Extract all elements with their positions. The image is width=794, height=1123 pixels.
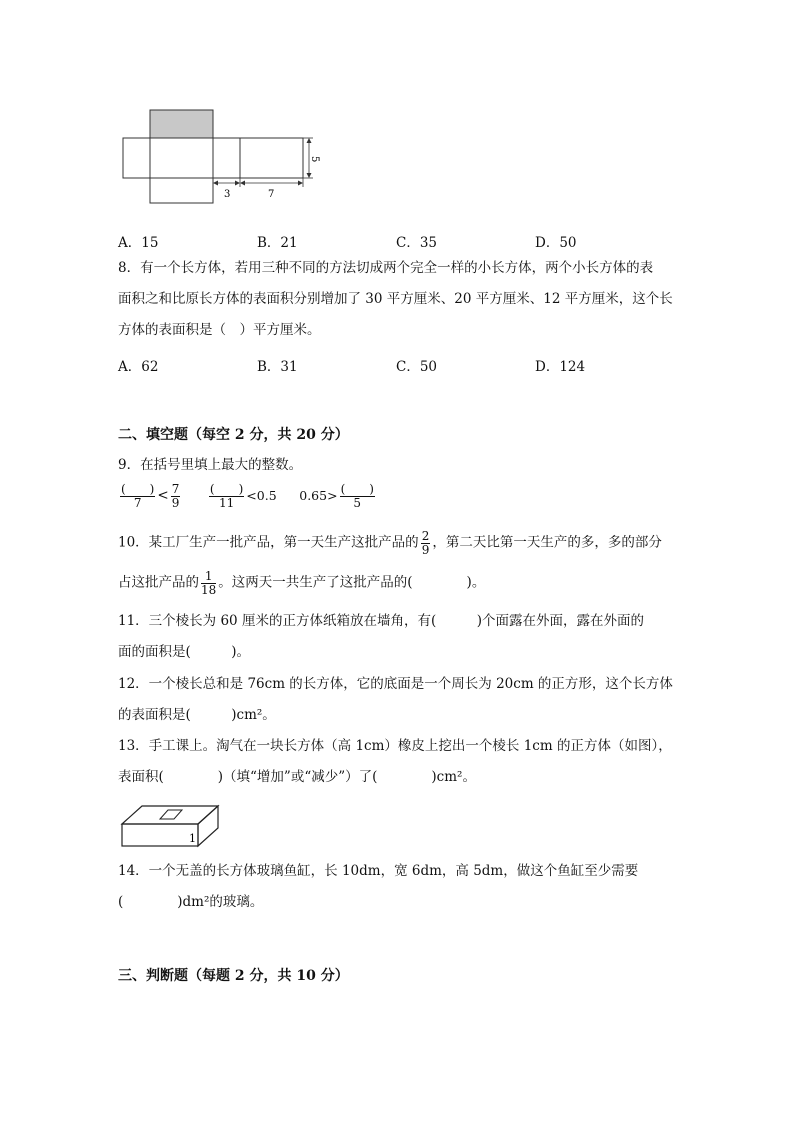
- q12-line-2: 的表面积是( )cm²。: [118, 707, 276, 723]
- q8-option-b: B．31: [257, 359, 298, 375]
- q14-line-1: 14．一个无盖的长方体玻璃鱼缸，长 10dm，宽 6dm，高 5dm，做这个鱼缸至少需要: [118, 863, 639, 879]
- q13-line-2: 表面积( )（填“增加”或“减少”）了( )cm²。: [118, 769, 476, 785]
- q14-line-2: ( )dm²的玻璃。: [118, 894, 264, 910]
- q7-option-d: D．50: [535, 235, 577, 251]
- q8-option-d: D．124: [535, 359, 586, 375]
- q8-line-2: 面积之和比原长方体的表面积分别增加了 30 平方厘米、20 平方厘米、12 平方厘米，这个长: [118, 291, 673, 307]
- net-dim-b: 7: [268, 189, 275, 200]
- q9-item3-blank[interactable]: ( ): [340, 482, 374, 496]
- net-back-face: [240, 138, 303, 178]
- q10-fraction-1-18: $\frac{1}{18}$: [201, 569, 217, 597]
- q9-item2-fraction: $\frac{( )}{11}$: [209, 482, 244, 510]
- q9-item3-fraction: $\frac{( )}{5}$: [340, 482, 374, 510]
- net-dim-height: 5: [309, 156, 320, 163]
- q10-fraction-2-9: $\frac{2}{9}$: [421, 529, 430, 557]
- q8-line-1: 8．有一个长方体，若用三种不同的方法切成两个完全一样的小长方体，两个小长方体的表: [118, 260, 654, 276]
- q7-option-a: A．15: [118, 235, 159, 251]
- q13-line-1: 13．手工课上。淘气在一块长方体（高 1cm）橡皮上挖出一个棱长 1cm 的正方体（如图），: [118, 738, 672, 754]
- q9-item2-blank[interactable]: ( ): [209, 482, 244, 496]
- eraser-height-label: 1: [189, 832, 196, 845]
- q9-item1-fraction: $\frac{( )}{7}$: [121, 482, 155, 510]
- net-bottom-face: [150, 178, 213, 203]
- q10-line-1: 10．某工厂生产一批产品，第一天生产这批产品的 $\frac{2}{9}$ ，第二天比第一天生产的多，多的部分: [118, 529, 662, 557]
- q12-line-1: 12．一个棱长总和是 76cm 的长方体，它的底面是一个周长为 20cm 的正方形，这个长方体: [118, 676, 673, 692]
- q8-option-a: A．62: [118, 359, 159, 375]
- cuboid-net-figure: [118, 105, 328, 210]
- net-front-face: [150, 138, 213, 178]
- q8-line-3: 方体的表面积是（ ）平方厘米。: [118, 322, 321, 338]
- net-dim-a: 3: [224, 189, 231, 200]
- net-top-face-shaded: [150, 110, 213, 138]
- section-3-title: 三、判断题（每题 2 分，共 10 分）: [118, 968, 349, 984]
- net-right-face: [213, 138, 240, 178]
- section-2-title: 二、填空题（每空 2 分，共 20 分）: [118, 427, 349, 443]
- q7-option-b: B．21: [257, 235, 298, 251]
- q11-line-2: 面的面积是( )。: [118, 644, 251, 660]
- net-left-face: [123, 138, 150, 178]
- q8-option-c: C．50: [396, 359, 438, 375]
- q10-line-2: 占这批产品的 $\frac{1}{18}$ 。这两天一共生产了这批产品的( )。: [118, 569, 486, 597]
- q11-line-1: 11．三个棱长为 60 厘米的正方体纸箱放在墙角，有( )个面露在外面，露在外面的: [118, 613, 644, 629]
- q7-option-c: C．35: [396, 235, 438, 251]
- q9-text: 9．在括号里填上最大的整数。: [118, 457, 303, 473]
- eraser-figure: [118, 802, 228, 850]
- q9-item1-blank[interactable]: ( ): [121, 482, 155, 496]
- q9-items: $\frac{( )}{7}$ < $\frac{7}{9}$ $\frac{( )}{11}$ <0.5 0.65> $\frac{( )}{5}$: [121, 482, 374, 510]
